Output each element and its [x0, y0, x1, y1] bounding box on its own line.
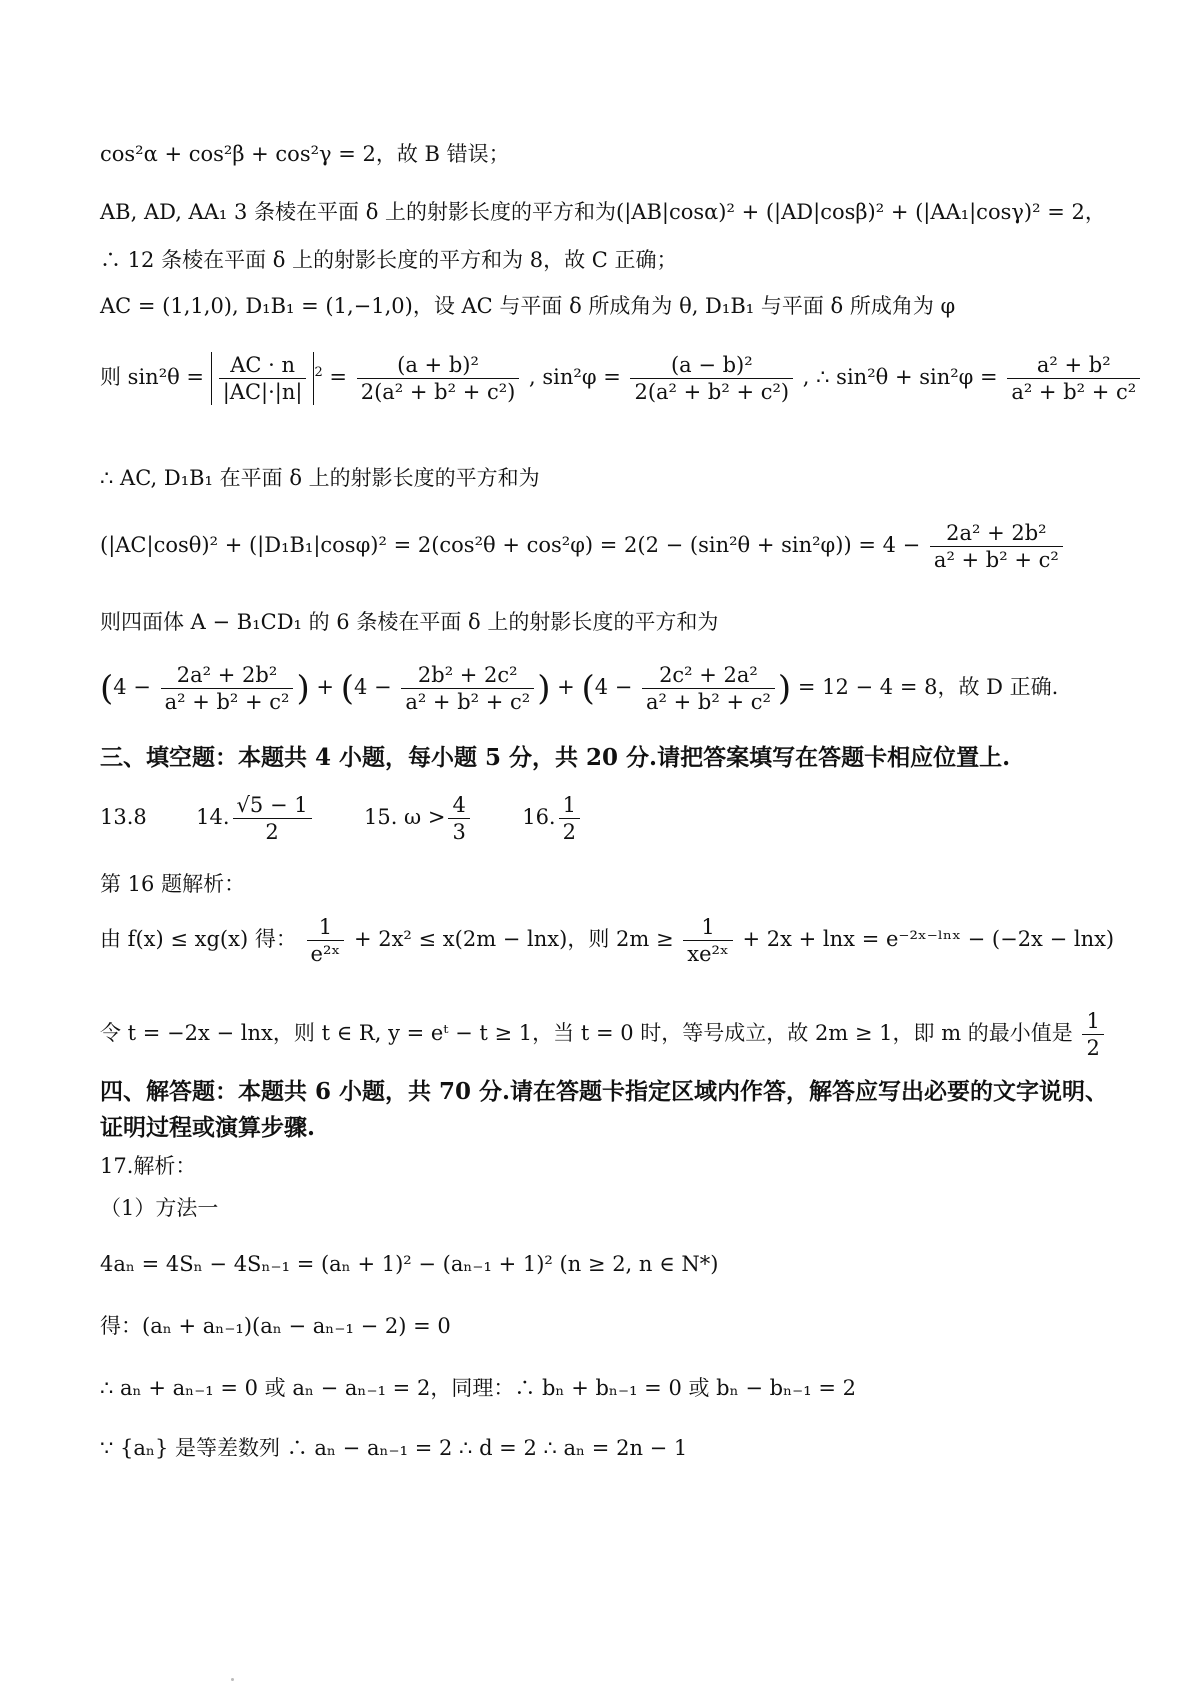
fraction — [307, 914, 345, 967]
fraction — [233, 792, 312, 845]
numerator: AC · n — [219, 352, 307, 379]
fraction — [1082, 1008, 1103, 1061]
line-q16-inequality — [100, 914, 1114, 967]
denominator: 2 — [265, 820, 279, 844]
inequality-middle: + 2x² ≤ x(2m − lnx)，则 2m ≥ — [353, 927, 674, 951]
denominator: 2 — [562, 820, 576, 844]
line-q17-heading: 17.解析： — [100, 1154, 197, 1178]
answer-15-label: 15. ω > — [363, 805, 446, 829]
numerator: 1 — [683, 914, 733, 941]
term-four: 4 − — [594, 675, 633, 699]
numerator: 2a² + 2b² — [930, 520, 1063, 547]
line-q16-substitution — [100, 1008, 1107, 1061]
denominator: 2(a² + b² + c²) — [634, 380, 790, 404]
line-twelve-edges: ∴ 12 条棱在平面 δ 上的射影长度的平方和为 8，故 C 正确； — [100, 248, 678, 272]
line-tetrahedron: 则四面体 A − B₁CD₁ 的 6 条棱在平面 δ 上的射影长度的平方和为 — [100, 610, 719, 634]
term-four: 4 − — [113, 675, 151, 699]
numerator: a² + b² — [1007, 352, 1140, 379]
substitution-text: 令 t = −2x − lnx，则 t ∈ R, y = eᵗ − t ≥ 1，当 t = 0 时，等号成立，故 2m ≥ 1，即 m 的最小值是 — [100, 1021, 1073, 1045]
numerator: √5 − 1 — [233, 792, 312, 819]
denominator: a² + b² + c² — [405, 690, 531, 714]
line-projection-sum — [100, 520, 1066, 573]
numerator: 1 — [1082, 1008, 1103, 1035]
fraction — [930, 520, 1063, 573]
line-three-edges: AB, AD, AA₁ 3 条棱在平面 δ 上的射影长度的平方和为(|AB|cosα)² + (|AD|cosβ)² + (|AA₁|cosγ)² = 2， — [100, 200, 1106, 224]
plus: + — [316, 675, 335, 699]
fraction — [161, 662, 294, 715]
denominator: |AC|·|n| — [222, 380, 303, 404]
fraction — [357, 352, 520, 405]
line-eq-factor: 得：(aₙ + aₙ₋₁)(aₙ − aₙ₋₁ − 2) = 0 — [100, 1314, 451, 1338]
line-eq-arith: ∵ {aₙ} 是等差数列 ∴ aₙ − aₙ₋₁ = 2 ∴ d = 2 ∴ aₙ = 2n − 1 — [100, 1436, 688, 1460]
denominator: 3 — [452, 820, 466, 844]
section-heading-solutions: 四、解答题：本题共 6 小题，共 70 分.请在答题卡指定区域内作答，解答应写出必要的文字说明、证明过程或演算步骤. — [100, 1078, 1109, 1141]
line-q16-heading: 第 16 题解析： — [100, 872, 246, 896]
projection-text: (|AC|cosθ)² + (|D₁B₁|cosφ)² = 2(cos²θ + cos²φ) = 2(2 − (sin²θ + sin²φ)) = 4 − — [100, 533, 921, 557]
line-cos-sum: cos²α + cos²β + cos²γ = 2，故 B 错误； — [100, 142, 510, 166]
abs-fraction — [211, 352, 315, 405]
sin-phi-text: , sin²φ = — [529, 365, 621, 389]
denominator: a² + b² + c² — [164, 690, 290, 714]
fraction — [448, 792, 469, 845]
plus: + — [557, 675, 575, 699]
line-method-one: （1）方法一 — [100, 1196, 219, 1220]
section-heading-fill-in: 三、填空题：本题共 4 小题，每小题 5 分，共 20 分.请把答案填写在答题卡相应位置上. — [100, 744, 1011, 771]
final-result: = 12 − 4 = 8，故 D 正确. — [797, 675, 1059, 699]
answer-14-label: 14. — [196, 805, 230, 829]
inequality-tail: + 2x + lnx = e⁻²ˣ⁻ˡⁿˣ − (−2x − lnx) — [742, 927, 1115, 951]
denominator: e²ˣ — [310, 942, 341, 966]
inequality-intro: 由 f(x) ≤ xg(x) 得： — [100, 927, 297, 951]
sin-theta-prefix: 则 sin²θ = — [100, 365, 205, 389]
denominator: xe²ˣ — [687, 942, 729, 966]
fraction — [1007, 352, 1140, 405]
fraction — [642, 662, 775, 715]
denominator: 2 — [1086, 1036, 1100, 1060]
denominator: a² + b² + c² — [933, 548, 1059, 572]
numerator: 2b² + 2c² — [401, 662, 534, 689]
term-four: 4 − — [353, 675, 392, 699]
line-projection-intro: ∴ AC, D₁B₁ 在平面 δ 上的射影长度的平方和为 — [100, 466, 540, 490]
fraction — [683, 914, 733, 967]
numerator: 2c² + 2a² — [642, 662, 775, 689]
equals: = — [329, 365, 348, 389]
line-eq-cases: ∴ aₙ + aₙ₋₁ = 0 或 aₙ − aₙ₋₁ = 2，同理：∴ bₙ + bₙ₋₁ = 0 或 bₙ − bₙ₋₁ = 2 — [100, 1376, 856, 1400]
numerator: 4 — [448, 792, 469, 819]
numerator: 2a² + 2b² — [161, 662, 294, 689]
line-answers — [100, 792, 583, 845]
line-sin-theta: 则 sin²θ = $\frac{AC \cdot n}{|AC|\cdot|n|}$ $^2$ = $\frac{\text{(a + b)²}}{\text{2(a² + b² + c²)}}$ , sin²φ = $\frac{\text{(a − b)²}}{\text{2(a² + b² + c²)}}$ , ∴ sin²θ + sin²φ = $\frac{\text{a² + b²}}{\text{a² + b² + c²}}$ — [100, 352, 1143, 405]
line-eq-an: 4aₙ = 4Sₙ − 4Sₙ₋₁ = (aₙ + 1)² − (aₙ₋₁ + 1)² (n ≥ 2, n ∈ N*) — [100, 1252, 719, 1276]
fraction — [219, 352, 307, 405]
numerator: (a − b)² — [630, 352, 793, 379]
answer-16-label: 16. — [522, 805, 556, 829]
fraction — [401, 662, 534, 715]
sum-text: , ∴ sin²θ + sin²φ = — [802, 365, 998, 389]
fraction — [630, 352, 793, 405]
fraction — [559, 792, 580, 845]
denominator: a² + b² + c² — [646, 690, 771, 714]
scan-dot — [231, 1678, 234, 1681]
denominator: 2(a² + b² + c²) — [360, 380, 516, 404]
denominator: a² + b² + c² — [1011, 380, 1137, 404]
numerator: 1 — [559, 792, 580, 819]
numerator: 1 — [307, 914, 345, 941]
answer-13: 13.8 — [100, 805, 147, 829]
numerator: (a + b)² — [357, 352, 520, 379]
line-vectors: AC = (1,1,0), D₁B₁ = (1,−1,0)，设 AC 与平面 δ 所成角为 θ, D₁B₁ 与平面 δ 所成角为 φ — [100, 294, 956, 318]
line-final-sum: (4 − $\frac{\text{2a² + 2b²}}{\text{a² + b² + c²}}$ ) + (4 − $\frac{\text{2b² + 2c²}}{\text{a² + b² + c²}}$ ) + (4 − $\frac{\text{2c² + 2a²}}{\text{a² + b² + c²}}$ ) = 12 − 4 = 8，故 D 正确. — [100, 663, 1059, 714]
